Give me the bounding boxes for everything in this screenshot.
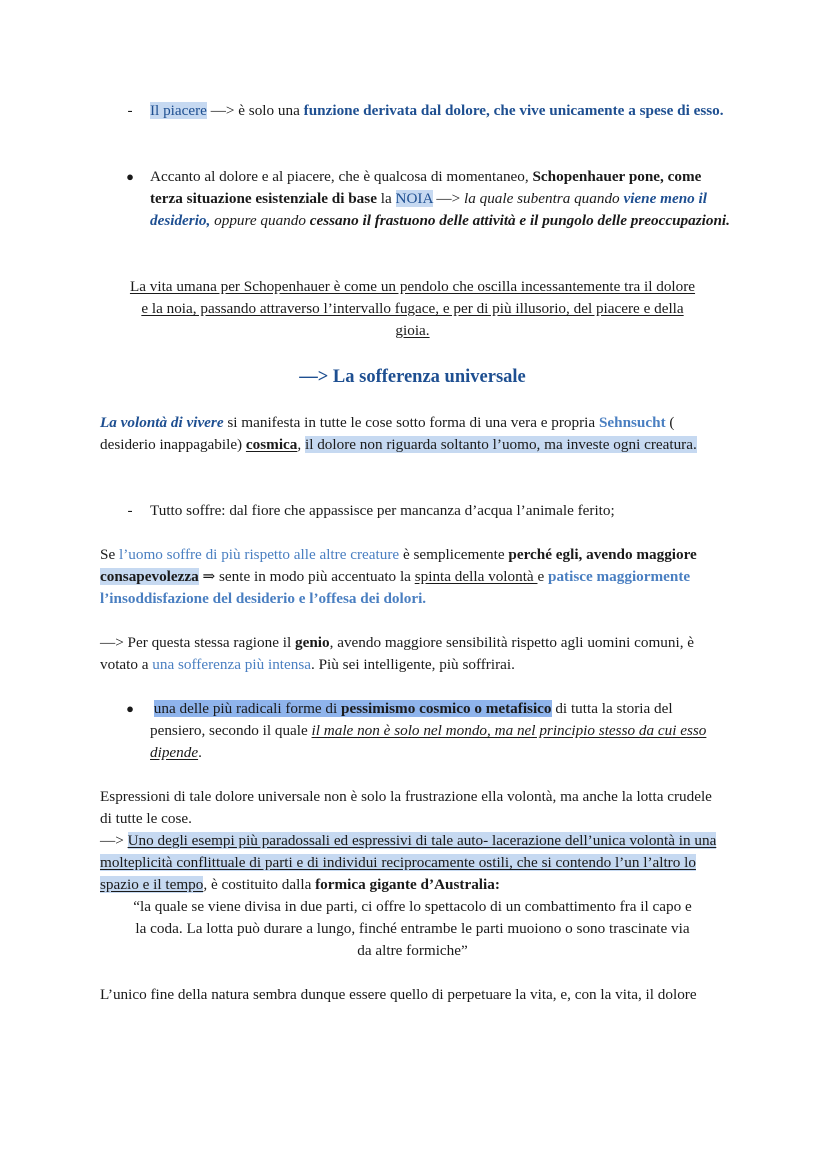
bullet-dot-marker: ● [126,169,134,184]
term-consapevolezza: consapevolezza [100,568,199,585]
genio-paragraph: —> Per questa stessa ragione il genio, avendo maggiore sensibilità rispetto agli uomini comuni, è votato a una sofferenza più intensa. Più sei intelligente, più soffrirai. [100,634,695,673]
uomo-paragraph: Se l’uomo soffre di più rispetto alle altre creature è semplicemente perché egli, avendo maggiore consapevolezza ⇒ sente in modo più accentuato la spinta della volontà e patisce maggiormente l’insoddisfazione del desiderio e l’offesa dei dolori. [100,546,697,607]
bullet-pessimismo: una delle più radicali forme di pessimismo cosmico o metafisico di tutta la storia del pensiero, secondo il quale il male non è solo nel mondo, ma nel principio stesso da cui esso dipende. [150,700,707,761]
quote-line: “la quale se viene divisa in due parti, ci offre lo spettacolo di un combattimento fra il capo e [133,898,692,915]
quote-line: da altre formiche” [357,942,468,959]
term-noia: NOIA [395,190,433,207]
esempio-paragraph: —> Uno degli esempi più paradossali ed espressivi di tale auto- lacerazione dell’unica volontà in una molteplicità conflittuale di parti e di individui reciprocamente ostili, che si contendo l’un l’altro lo spazio e il tempo, è costituito dalla formica gigante d’Australia: [100,832,717,893]
bullet-tutto-soffre: Tutto soffre: dal fiore che appassisce per mancanza d’acqua l’animale ferito; [150,502,615,519]
pendulum-line: gioia. [395,322,430,339]
pendulum-line: e la noia, passando attraverso l’intervallo fugace, e per di più illusorio, del piacere e della [141,300,684,317]
dash-marker: - [127,102,133,119]
highlight-pessimismo: una delle più radicali forme di pessimismo cosmico o metafisico [153,700,552,717]
quote-line: la coda. La lotta può durare a lungo, finché entrambe le parti muoiono o sono trascinate via [135,920,690,937]
piacere-definition: funzione derivata dal dolore, che vive unicamente a spese di esso. [303,102,724,119]
section-heading: —> La sofferenza universale [299,367,526,387]
highlight-esempio: Uno degli esempi più paradossali ed espressivi di tale auto- lacerazione dell’unica volontà in una molteplicità conflittuale di parti e di individui reciprocamente ostili, che si contendo l’un l’altro lo spazio e il tempo [100,832,717,893]
bullet-piacere: Il piacere —> è solo una funzione derivata dal dolore, che vive unicamente a spese di esso. [150,102,724,119]
fine-paragraph: L’unico fine della natura sembra dunque essere quello di perpetuare la vita, e, con la vita, il dolore [100,986,697,1003]
bullet-dot-marker: ● [126,701,134,716]
bullet-noia: Accanto al dolore e al piacere, che è qualcosa di momentaneo, Schopenhauer pone, come terza situazione esistenziale di base la NOIA —> la quale subentra quando viene meno il desiderio, oppure quando cessano il frastuono delle attività e il pungolo delle preoccupazioni. [150,168,730,229]
term-sehnsucht: Sehnsucht [598,414,666,431]
pendulum-line: La vita umana per Schopenhauer è come un pendolo che oscilla incessantemente tra il dolore [129,278,696,295]
term-piacere: Il piacere [150,102,207,119]
volonta-paragraph: La volontà di vivere si manifesta in tutte le cose sotto forma di una vera e propria Sehnsucht ( desiderio inappagabile) cosmica, il dolore non riguarda soltanto l’uomo, ma investe ogni creatura. [100,414,697,453]
highlight-creatura: il dolore non riguarda soltanto l’uomo, ma investe ogni creatura. [304,436,697,453]
term-cosmica: cosmica [245,436,298,453]
dash-marker: - [127,502,133,519]
formica-quote [100,896,725,962]
espressioni-paragraph: Espressioni di tale dolore universale non è solo la frustrazione ella volontà, ma anche la lotta crudele di tutte le cose. [100,788,712,827]
pendulum-paragraph [100,276,725,342]
